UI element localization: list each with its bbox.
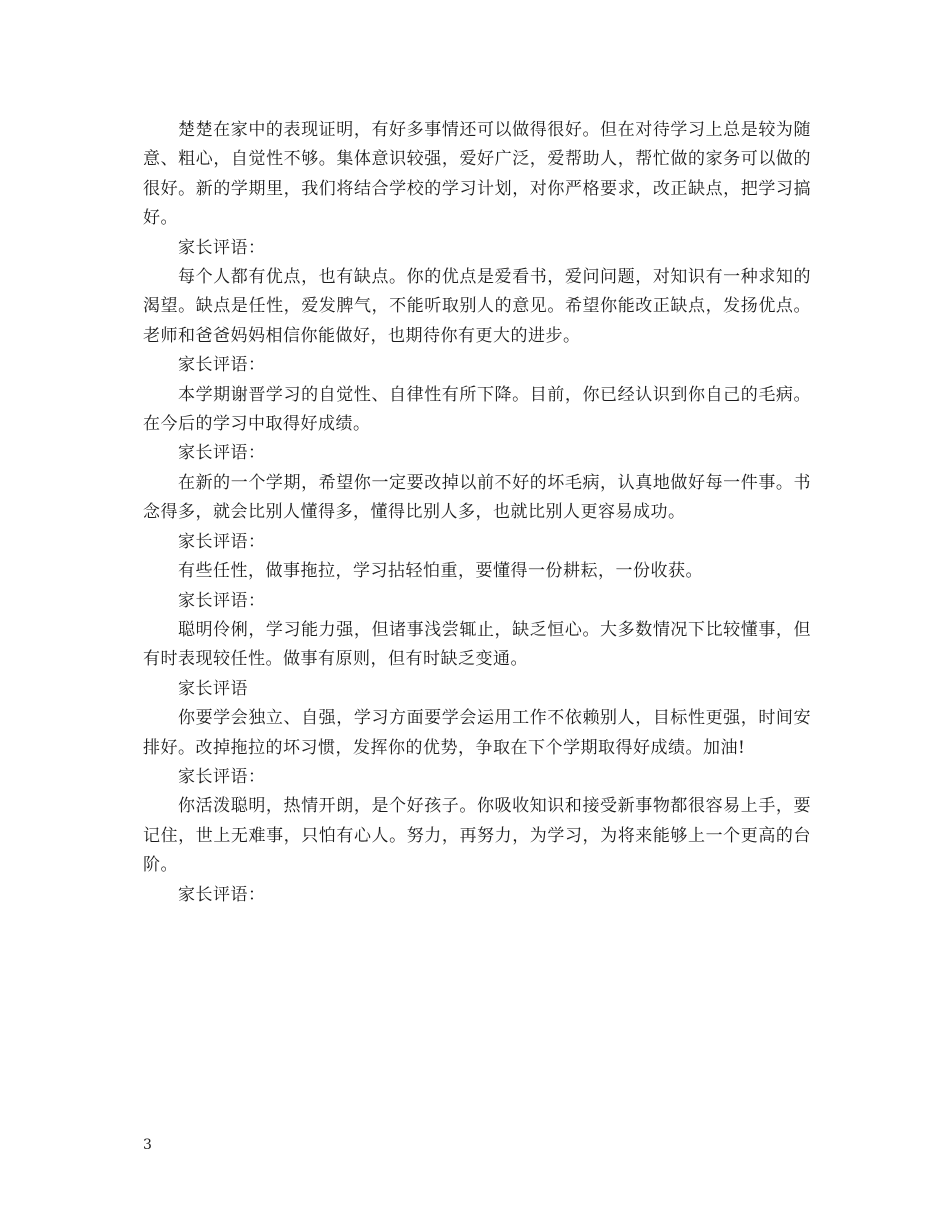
page-number: 3 — [143, 1137, 152, 1153]
parent-comment-label: 家长评语： — [178, 766, 266, 787]
parent-comment-label: 家长评语： — [178, 531, 266, 552]
comment-paragraph: 在新的一个学期，希望你一定要改掉以前不好的坏毛病，认真地做好每一件事。书念得多，就会比别人懂得多，懂得比别人多，也就比别人更容易成功。 — [143, 472, 811, 523]
comment-paragraph: 你活泼聪明，热情开朗，是个好孩子。你吸收知识和接受新事物都很容易上手，要记住，世上无难事，只怕有心人。努力，再努力，为学习，为将来能够上一个更高的台阶。 — [143, 796, 811, 876]
parent-comment-label: 家长评语： — [178, 590, 266, 611]
comment-paragraph: 每个人都有优点，也有缺点。你的优点是爱看书，爱问问题，对知识有一种求知的渴望。缺点是任性，爱发脾气，不能听取别人的意见。希望你能改正缺点，发扬优点。老师和爸爸妈妈相信你能做好，也期待你有更大的进步。 — [143, 267, 811, 346]
comment-paragraph: 本学期谢晋学习的自觉性、自律性有所下降。目前，你已经认识到你自己的毛病。在今后的学习中取得好成绩。 — [143, 384, 811, 435]
parent-comment-label: 家长评语： — [178, 884, 266, 905]
parent-comment-label: 家长评语： — [178, 443, 266, 464]
comment-paragraph: 有些任性，做事拖拉，学习拈轻怕重，要懂得一份耕耘，一份收获。 — [178, 561, 703, 582]
comment-paragraph: 你要学会独立、自强，学习方面要学会运用工作不依赖别人，目标性更强，时间安排好。改掉拖拉的坏习惯，发挥你的优势，争取在下个学期取得好成绩。加油! — [143, 708, 811, 758]
comment-paragraph: 楚楚在家中的表现证明，有好多事情还可以做得很好。但在对待学习上总是较为随意、粗心，自觉性不够。集体意识较强，爱好广泛，爱帮助人，帮忙做的家务可以做的很好。新的学期里，我们将结合学校的学习计划，对你严格要求，改正缺点，把学习搞好。 — [143, 120, 811, 229]
document-body — [143, 116, 811, 910]
parent-comment-label: 家长评语： — [178, 355, 266, 376]
parent-comment-label: 家长评语： — [178, 237, 266, 258]
comment-paragraph: 聪明伶俐，学习能力强，但诸事浅尝辄止，缺乏恒心。大多数情况下比较懂事，但有时表现较任性。做事有原则，但有时缺乏变通。 — [143, 619, 811, 670]
parent-comment-label: 家长评语 — [178, 678, 248, 699]
